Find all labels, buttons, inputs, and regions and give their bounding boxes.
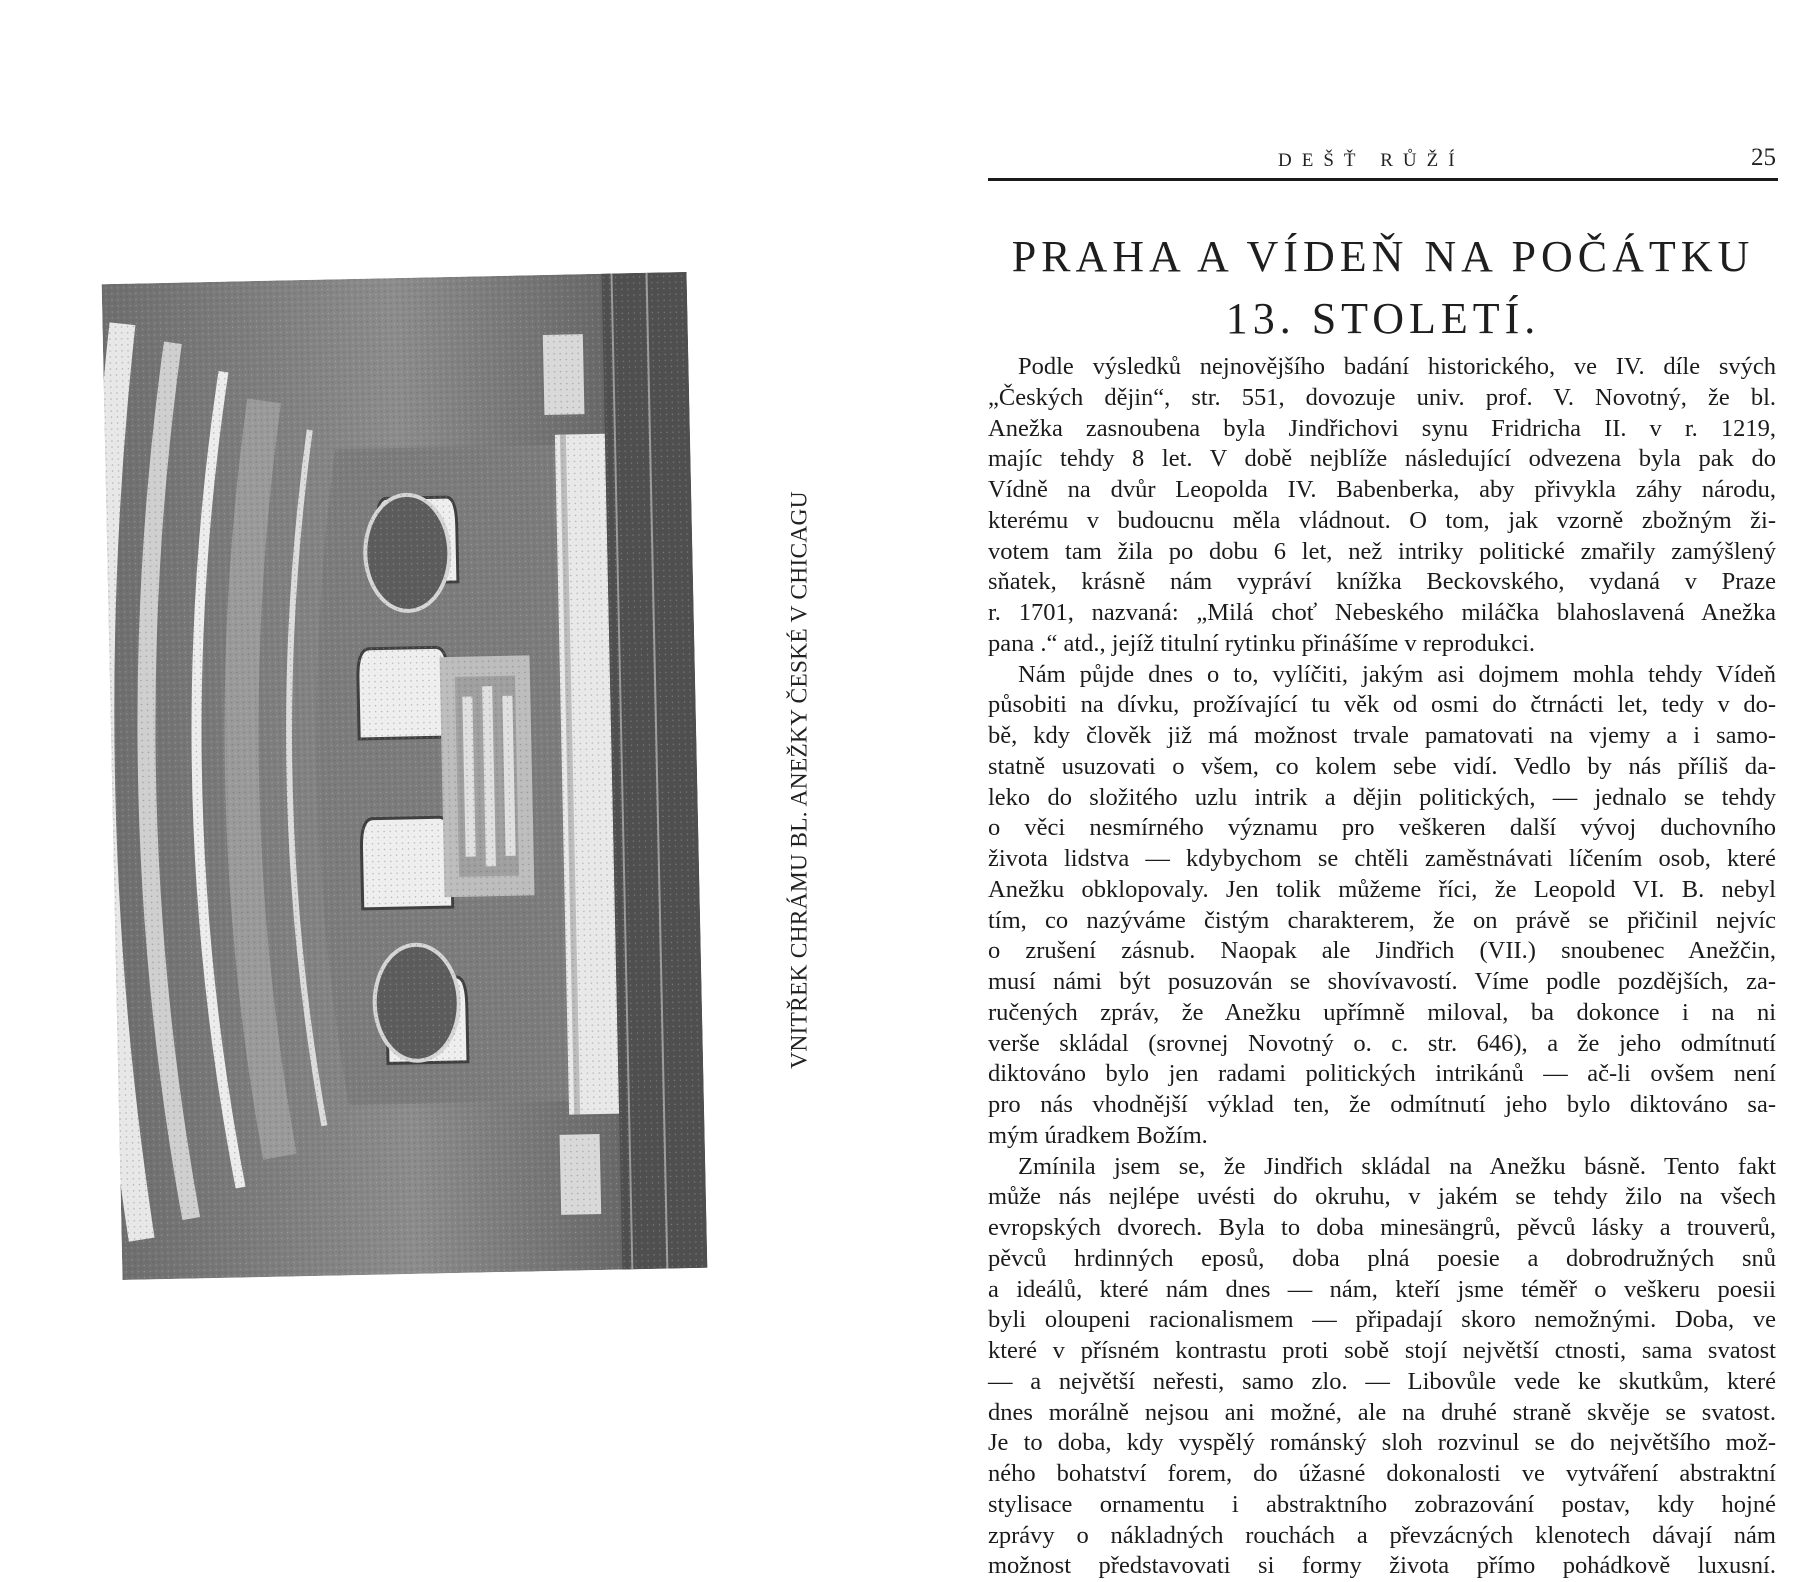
text-line: mým úradkem Božím. xyxy=(988,1121,1208,1149)
text-line: Anežku obklopovaly. Jen tolik můžeme říci, že Leopold VI. B. nebyl xyxy=(988,875,1776,903)
text-line: Je to doba, kdy vyspělý románský sloh rozvinul se do největšího mož- xyxy=(988,1429,1776,1457)
text-line: o věci nesmírného významu pro veškeren další vývoj duchovního xyxy=(988,814,1776,842)
text-line: — a největší neřesti, samo zlo. — Libovůle vede ke skutkům, které xyxy=(988,1367,1776,1395)
text-line: možnost představovati si formy života přímo pohádkově luxusní. xyxy=(988,1552,1776,1580)
text-line: byli oloupeni racionalismem — připadají skoro nemožnými. Doba, ve xyxy=(988,1306,1776,1334)
text-line: „Českých dějin“, str. 551, dovozuje univ. prof. V. Novotný, že bl. xyxy=(988,383,1776,411)
text-line: ručených zpráv, že Anežku upřímně miloval, ba dokonce i na ni xyxy=(988,998,1776,1026)
text-line: pro nás vhodnější výklad ten, že odmítnutí jeho bylo diktováno sa- xyxy=(988,1091,1776,1118)
article-title-line-2: 13. STOLETÍ. xyxy=(1225,294,1541,343)
text-line: o zrušení zásnub. Naopak ale Jindřich (VII.) snoubenec Anežčin, xyxy=(988,937,1776,965)
text-line: pěvců hrdinných eposů, doba plná poesie a dobrodružných snů xyxy=(988,1244,1776,1272)
running-head-title: DEŠŤ RŮŽÍ xyxy=(1278,150,1465,171)
text-line: může nás nejlépe uvésti do okruhu, v jakém se tehdy žilo na všech xyxy=(988,1183,1776,1211)
text-line: Podle výsledků nejnovějšího badání historického, ve IV. díle svých xyxy=(1018,353,1776,380)
page-number: 25 xyxy=(1751,144,1776,171)
text-line: Vídně na dvůr Leopolda IV. Babenberka, aby přivykla záhy národu, xyxy=(988,476,1776,503)
text-line: ného bohatství forem, do úžasné dokonalosti ve vytváření abstraktní xyxy=(988,1460,1776,1487)
text-line: Nám půjde dnes o to, vylíčiti, jakým asi dojmem mohla tehdy Vídeň xyxy=(1018,660,1776,688)
article-title xyxy=(988,226,1778,350)
text-line: leko do složitého uzlu intrik a dějin politických, — jednalo se tehdy xyxy=(988,783,1776,811)
text-line: života lidstva — kdybychom se chtěli zaměstnávati líčením osob, které xyxy=(988,845,1776,872)
text-line: a ideálů, které nám dnes — nám, kteří jsme téměř o veškeru poesii xyxy=(988,1275,1776,1303)
text-line: pana .“ atd., jejíž titulní rytinku přinášíme v reprodukci. xyxy=(988,629,1536,657)
running-head xyxy=(988,144,1778,180)
text-line: sňatek, krásně nám vypráví knížka Beckovského, vydaná v Praze xyxy=(988,568,1776,596)
text-line: působiti na dívku, prožívající tu věk od osmi do čtrnácti let, tedy v do- xyxy=(988,691,1776,719)
text-line: majíc tehdy 8 let. V době nejblíže následující odvezena byla pak do xyxy=(988,445,1776,473)
text-line: diktováno bylo jen radami politických intrikánů — ač-li ovšem není xyxy=(988,1060,1776,1088)
header-rule xyxy=(988,178,1778,181)
text-line: kterému v budoucnu měla vládnout. O tom, jak vzorně zbožným ži- xyxy=(988,506,1776,534)
photo-caption-text: VNITŘEK CHRÁMU BL. ANEŽKY ČESKÉ V CHICAGU xyxy=(786,491,813,1069)
article-title-line-1: PRAHA A VÍDEŇ NA POČÁTKU xyxy=(1011,232,1755,281)
text-line: r. 1701, nazvaná: „Milá choť Nebeského miláčka blahoslavená Anežka xyxy=(988,599,1776,626)
text-line: které v přísném kontrastu proti sobě stojí největší ctnosti, sama svatost xyxy=(988,1337,1776,1364)
text-line: evropských dvorech. Byla to doba minesängrů, pěvců lásky a trouverů, xyxy=(988,1214,1776,1241)
text-line: Anežka zasnoubena byla Jindřichovi synu Fridricha II. v r. 1219, xyxy=(988,414,1776,442)
text-line: tím, co nazýváme čistým charakterem, že on právě se přičinil nejvíc xyxy=(988,906,1776,934)
church-interior-photo xyxy=(102,272,708,1280)
text-line: musí námi být posuzován se shovívavostí. Víme podle pozdějších, za- xyxy=(988,968,1776,995)
text-line: verše skládal (srovnej Novotný o. c. str. 646), a že jeho odmítnutí xyxy=(988,1029,1776,1057)
text-line: Zmínila jsem se, že Jindřich skládal na Anežku básně. Tento fakt xyxy=(1018,1152,1776,1180)
text-line: dnes morálně nejsou ani možné, ale na druhé straně skvěje se svatost. xyxy=(988,1398,1776,1426)
text-line: zprávy o nákladných rouchách a převzácných klenotech dávají nám xyxy=(988,1521,1776,1549)
text-line: bě, kdy člověk již má možnost trvale pamatovati na vjemy a i samo- xyxy=(988,722,1776,749)
text-line: votem tam žila po dobu 6 let, než intriky politické zmařily zamýšlený xyxy=(988,537,1776,565)
article-body xyxy=(988,352,1776,1582)
text-line: stylisace ornamentu i abstraktního zobrazování postav, kdy hojné xyxy=(988,1490,1776,1518)
text-line: statně usuzovati o všem, co kolem sebe vidí. Vedlo by nás příliš da- xyxy=(988,752,1776,780)
